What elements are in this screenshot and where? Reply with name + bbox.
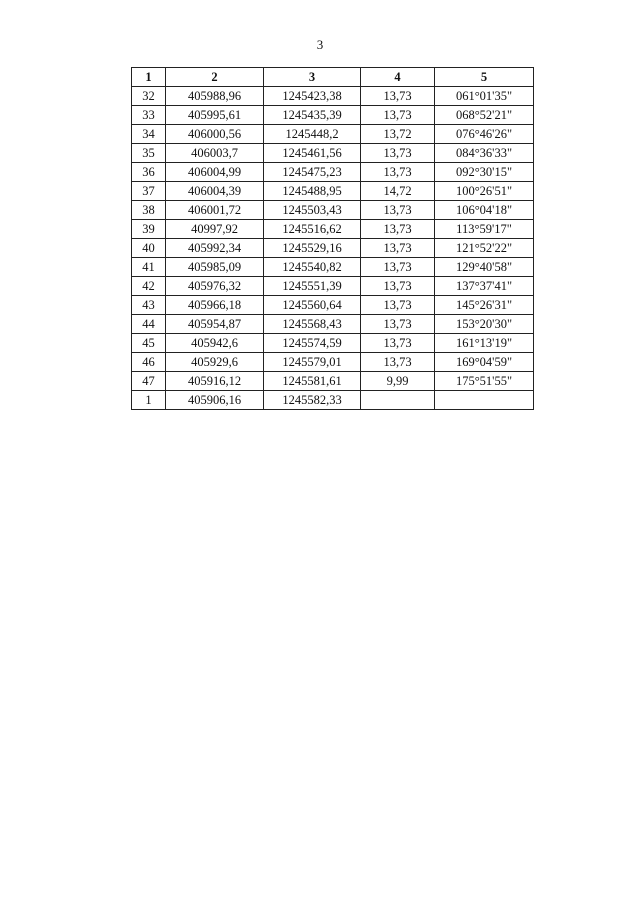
distance-cell (361, 391, 435, 410)
point-number-cell: 34 (132, 125, 166, 144)
distance-cell: 13,73 (361, 277, 435, 296)
point-number-cell: 42 (132, 277, 166, 296)
table-row (132, 220, 534, 239)
bearing-cell: 084°36'33" (435, 144, 534, 163)
point-number-cell: 37 (132, 182, 166, 201)
bearing-cell: 121°52'22" (435, 239, 534, 258)
y-coordinate-cell: 1245448,2 (264, 125, 361, 144)
point-number-cell: 39 (132, 220, 166, 239)
bearing-cell (435, 391, 534, 410)
bearing-cell: 100°26'51" (435, 182, 534, 201)
bearing-cell: 092°30'15" (435, 163, 534, 182)
y-coordinate-cell: 1245560,64 (264, 296, 361, 315)
table-header-row (132, 68, 534, 87)
coordinates-table (131, 67, 534, 410)
x-coordinate-cell: 40997,92 (166, 220, 264, 239)
column-header: 2 (166, 68, 264, 87)
bearing-cell: 161°13'19" (435, 334, 534, 353)
table-row (132, 182, 534, 201)
bearing-cell: 145°26'31" (435, 296, 534, 315)
y-coordinate-cell: 1245503,43 (264, 201, 361, 220)
x-coordinate-cell: 405995,61 (166, 106, 264, 125)
point-number-cell: 43 (132, 296, 166, 315)
table-row (132, 125, 534, 144)
x-coordinate-cell: 405966,18 (166, 296, 264, 315)
table-row (132, 258, 534, 277)
bearing-cell: 169°04'59" (435, 353, 534, 372)
x-coordinate-cell: 405992,34 (166, 239, 264, 258)
point-number-cell: 35 (132, 144, 166, 163)
distance-cell: 13,73 (361, 201, 435, 220)
x-coordinate-cell: 405985,09 (166, 258, 264, 277)
y-coordinate-cell: 1245574,59 (264, 334, 361, 353)
x-coordinate-cell: 405929,6 (166, 353, 264, 372)
bearing-cell: 113°59'17" (435, 220, 534, 239)
table-row (132, 106, 534, 125)
table-row (132, 353, 534, 372)
table-row (132, 296, 534, 315)
point-number-cell: 32 (132, 87, 166, 106)
bearing-cell: 129°40'58" (435, 258, 534, 277)
bearing-cell: 106°04'18" (435, 201, 534, 220)
bearing-cell: 076°46'26" (435, 125, 534, 144)
page-number: 3 (316, 37, 324, 52)
table-row (132, 144, 534, 163)
distance-cell: 13,73 (361, 315, 435, 334)
distance-cell: 13,73 (361, 144, 435, 163)
column-header: 1 (132, 68, 166, 87)
y-coordinate-cell: 1245582,33 (264, 391, 361, 410)
column-header: 4 (361, 68, 435, 87)
point-number-cell: 41 (132, 258, 166, 277)
point-number-cell: 47 (132, 372, 166, 391)
bearing-cell: 175°51'55" (435, 372, 534, 391)
column-header: 5 (435, 68, 534, 87)
y-coordinate-cell: 1245435,39 (264, 106, 361, 125)
y-coordinate-cell: 1245568,43 (264, 315, 361, 334)
x-coordinate-cell: 405942,6 (166, 334, 264, 353)
y-coordinate-cell: 1245581,61 (264, 372, 361, 391)
y-coordinate-cell: 1245423,38 (264, 87, 361, 106)
x-coordinate-cell: 405988,96 (166, 87, 264, 106)
x-coordinate-cell: 405954,87 (166, 315, 264, 334)
distance-cell: 13,73 (361, 163, 435, 182)
table-row (132, 315, 534, 334)
point-number-cell: 44 (132, 315, 166, 334)
y-coordinate-cell: 1245529,16 (264, 239, 361, 258)
table-row (132, 372, 534, 391)
y-coordinate-cell: 1245461,56 (264, 144, 361, 163)
table-row (132, 239, 534, 258)
point-number-cell: 38 (132, 201, 166, 220)
point-number-cell: 45 (132, 334, 166, 353)
x-coordinate-cell: 406001,72 (166, 201, 264, 220)
column-header: 3 (264, 68, 361, 87)
distance-cell: 14,72 (361, 182, 435, 201)
y-coordinate-cell: 1245540,82 (264, 258, 361, 277)
table-row (132, 334, 534, 353)
distance-cell: 13,73 (361, 87, 435, 106)
y-coordinate-cell: 1245475,23 (264, 163, 361, 182)
table-body (132, 87, 534, 410)
x-coordinate-cell: 406004,39 (166, 182, 264, 201)
distance-cell: 13,73 (361, 239, 435, 258)
x-coordinate-cell: 405916,12 (166, 372, 264, 391)
distance-cell: 13,73 (361, 258, 435, 277)
bearing-cell: 137°37'41" (435, 277, 534, 296)
distance-cell: 13,73 (361, 220, 435, 239)
bearing-cell: 061°01'35" (435, 87, 534, 106)
distance-cell: 13,73 (361, 106, 435, 125)
table-row (132, 277, 534, 296)
x-coordinate-cell: 406003,7 (166, 144, 264, 163)
table-row (132, 87, 534, 106)
x-coordinate-cell: 405906,16 (166, 391, 264, 410)
distance-cell: 13,72 (361, 125, 435, 144)
y-coordinate-cell: 1245579,01 (264, 353, 361, 372)
point-number-cell: 1 (132, 391, 166, 410)
table-row (132, 163, 534, 182)
y-coordinate-cell: 1245488,95 (264, 182, 361, 201)
point-number-cell: 33 (132, 106, 166, 125)
x-coordinate-cell: 405976,32 (166, 277, 264, 296)
distance-cell: 13,73 (361, 334, 435, 353)
bearing-cell: 153°20'30" (435, 315, 534, 334)
x-coordinate-cell: 406000,56 (166, 125, 264, 144)
y-coordinate-cell: 1245551,39 (264, 277, 361, 296)
distance-cell: 9,99 (361, 372, 435, 391)
bearing-cell: 068°52'21" (435, 106, 534, 125)
table-row (132, 391, 534, 410)
point-number-cell: 40 (132, 239, 166, 258)
x-coordinate-cell: 406004,99 (166, 163, 264, 182)
point-number-cell: 36 (132, 163, 166, 182)
y-coordinate-cell: 1245516,62 (264, 220, 361, 239)
point-number-cell: 46 (132, 353, 166, 372)
distance-cell: 13,73 (361, 296, 435, 315)
table-row (132, 201, 534, 220)
distance-cell: 13,73 (361, 353, 435, 372)
